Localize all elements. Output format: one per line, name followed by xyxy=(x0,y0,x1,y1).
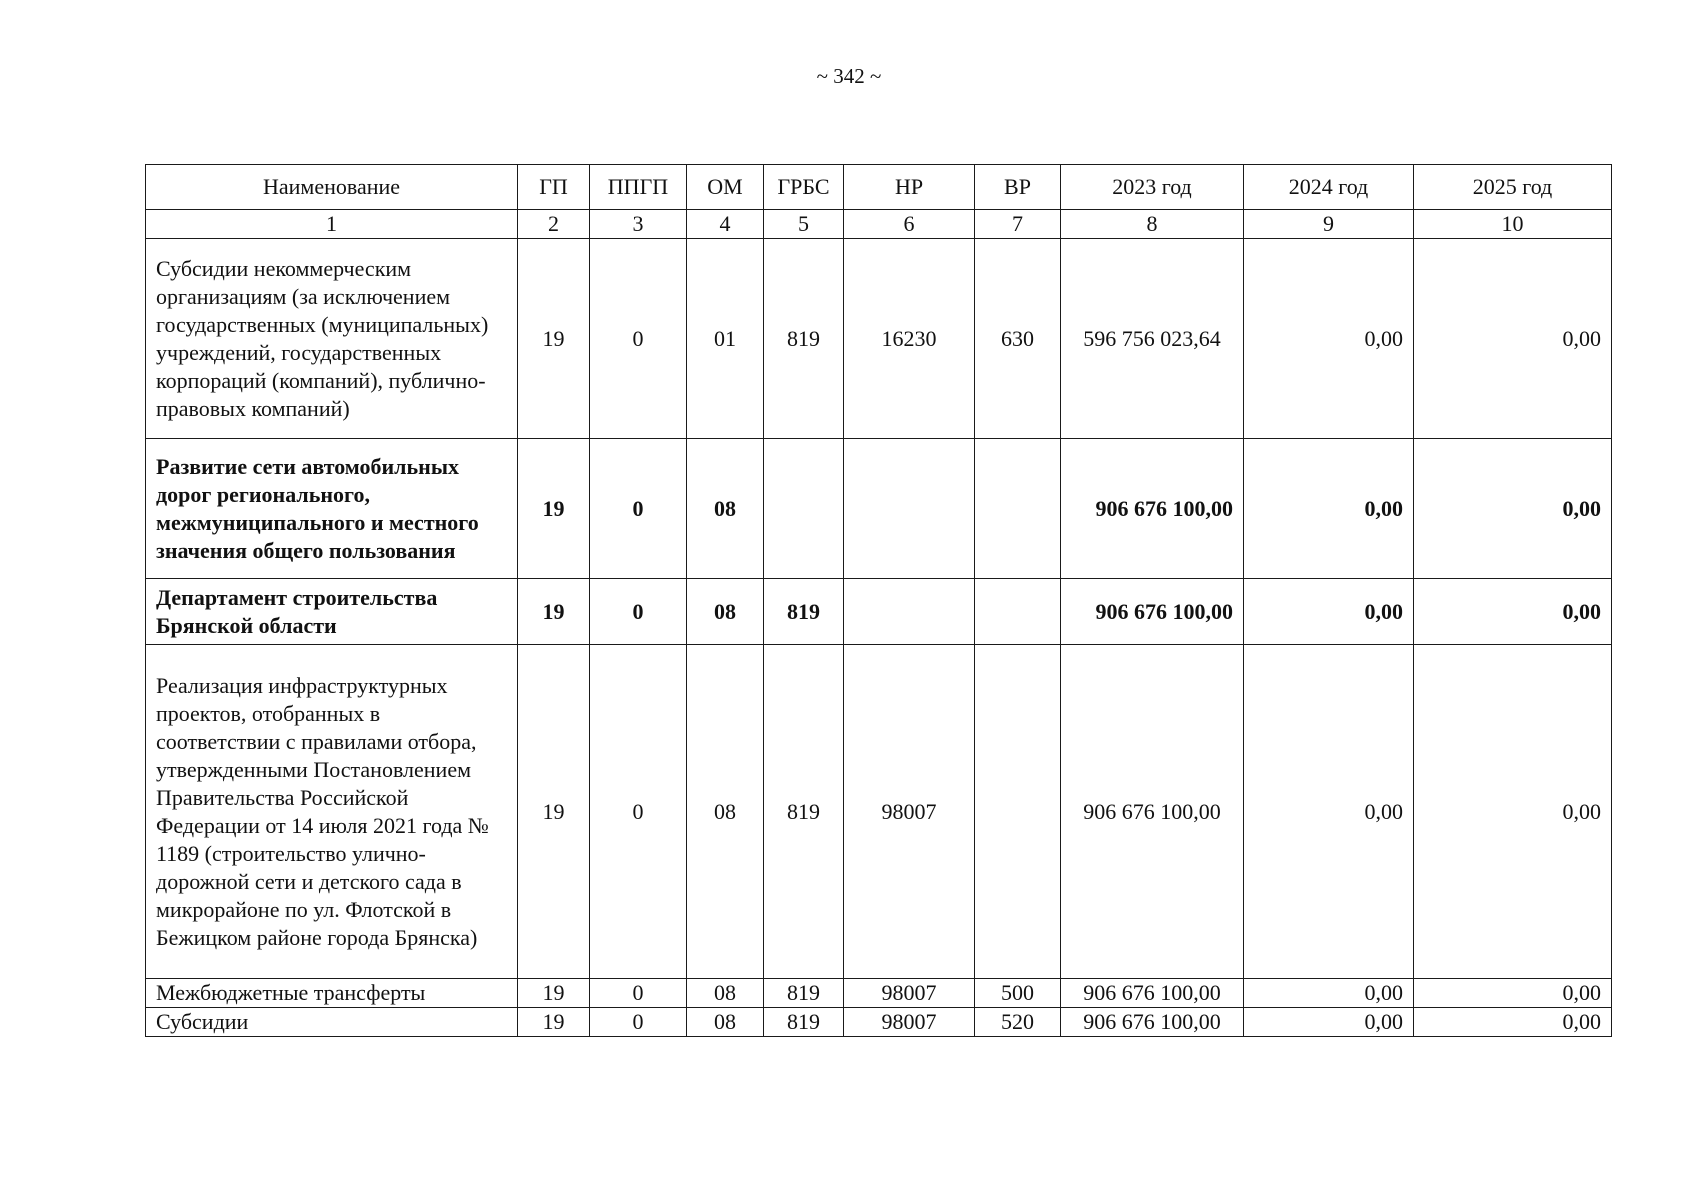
row-name: Субсидии некоммерческим организациям (за исключением государственных (муниципальных) учреждений, государственных корпораций (компаний), публично-правовых компаний) xyxy=(146,239,518,439)
cell-grbs: 819 xyxy=(764,645,844,979)
column-number-row xyxy=(146,210,1612,239)
cell-grbs: 819 xyxy=(764,239,844,439)
cell-2025: 0,00 xyxy=(1414,439,1612,579)
cell-ppgp: 0 xyxy=(590,979,687,1008)
table-row xyxy=(146,645,1612,979)
column-header-vr: ВР xyxy=(975,165,1061,210)
cell-om: 08 xyxy=(687,1008,764,1037)
column-number: 10 xyxy=(1414,210,1612,239)
cell-grbs: 819 xyxy=(764,979,844,1008)
cell-2024: 0,00 xyxy=(1244,979,1414,1008)
column-header-2025: 2025 год xyxy=(1414,165,1612,210)
cell-nr: 16230 xyxy=(844,239,975,439)
cell-nr xyxy=(844,439,975,579)
cell-2023: 906 676 100,00 xyxy=(1061,1008,1244,1037)
cell-vr xyxy=(975,579,1061,645)
cell-ppgp: 0 xyxy=(590,645,687,979)
column-header-om: ОМ xyxy=(687,165,764,210)
column-number: 5 xyxy=(764,210,844,239)
cell-2025: 0,00 xyxy=(1414,645,1612,979)
cell-gp: 19 xyxy=(518,439,590,579)
cell-gp: 19 xyxy=(518,1008,590,1037)
cell-gp: 19 xyxy=(518,645,590,979)
column-header-2024: 2024 год xyxy=(1244,165,1414,210)
column-number: 8 xyxy=(1061,210,1244,239)
cell-grbs: 819 xyxy=(764,1008,844,1037)
column-header-grbs: ГРБС xyxy=(764,165,844,210)
table-row xyxy=(146,579,1612,645)
table-row xyxy=(146,1008,1612,1037)
cell-ppgp: 0 xyxy=(590,239,687,439)
cell-vr: 500 xyxy=(975,979,1061,1008)
column-header-ppgp: ППГП xyxy=(590,165,687,210)
table-row xyxy=(146,979,1612,1008)
page-number: ~ 342 ~ xyxy=(816,64,882,88)
cell-vr xyxy=(975,439,1061,579)
cell-2024: 0,00 xyxy=(1244,439,1414,579)
cell-2025: 0,00 xyxy=(1414,979,1612,1008)
cell-gp: 19 xyxy=(518,239,590,439)
cell-2025: 0,00 xyxy=(1414,239,1612,439)
row-name: Субсидии xyxy=(146,1008,518,1037)
column-header-gp: ГП xyxy=(518,165,590,210)
column-number: 6 xyxy=(844,210,975,239)
row-name: Департамент строительства Брянской области xyxy=(146,579,518,645)
cell-nr: 98007 xyxy=(844,979,975,1008)
cell-ppgp: 0 xyxy=(590,1008,687,1037)
column-header-name: Наименование xyxy=(146,165,518,210)
header-row xyxy=(146,165,1612,210)
cell-2023: 906 676 100,00 xyxy=(1061,439,1244,579)
cell-2025: 0,00 xyxy=(1414,1008,1612,1037)
cell-2025: 0,00 xyxy=(1414,579,1612,645)
column-header-2023: 2023 год xyxy=(1061,165,1244,210)
cell-2023: 906 676 100,00 xyxy=(1061,645,1244,979)
cell-om: 08 xyxy=(687,579,764,645)
column-number: 9 xyxy=(1244,210,1414,239)
column-number: 4 xyxy=(687,210,764,239)
cell-2024: 0,00 xyxy=(1244,1008,1414,1037)
row-name: Реализация инфраструктурных проектов, отобранных в соответствии с правилами отбора, утвержденными Постановлением Правительства Российской Федерации от 14 июля 2021 года № 1189 (строительство улично-дорожной сети и детского сада в микрорайоне по ул. Флотской в Бежицком районе города Брянска) xyxy=(146,645,518,979)
cell-vr xyxy=(975,645,1061,979)
table-row xyxy=(146,239,1612,439)
cell-grbs xyxy=(764,439,844,579)
cell-2024: 0,00 xyxy=(1244,239,1414,439)
cell-ppgp: 0 xyxy=(590,579,687,645)
column-number: 7 xyxy=(975,210,1061,239)
cell-om: 08 xyxy=(687,979,764,1008)
cell-nr: 98007 xyxy=(844,1008,975,1037)
cell-grbs: 819 xyxy=(764,579,844,645)
cell-2023: 596 756 023,64 xyxy=(1061,239,1244,439)
row-name: Межбюджетные трансферты xyxy=(146,979,518,1008)
cell-vr: 630 xyxy=(975,239,1061,439)
cell-2023: 906 676 100,00 xyxy=(1061,579,1244,645)
column-header-nr: НР xyxy=(844,165,975,210)
cell-om: 08 xyxy=(687,645,764,979)
budget-table xyxy=(145,164,1612,1037)
cell-vr: 520 xyxy=(975,1008,1061,1037)
cell-2023: 906 676 100,00 xyxy=(1061,979,1244,1008)
table-row xyxy=(146,439,1612,579)
cell-om: 01 xyxy=(687,239,764,439)
row-name: Развитие сети автомобильных дорог регионального, межмуниципального и местного значения общего пользования xyxy=(146,439,518,579)
column-number: 1 xyxy=(146,210,518,239)
cell-gp: 19 xyxy=(518,579,590,645)
cell-om: 08 xyxy=(687,439,764,579)
cell-2024: 0,00 xyxy=(1244,645,1414,979)
cell-ppgp: 0 xyxy=(590,439,687,579)
cell-nr: 98007 xyxy=(844,645,975,979)
column-number: 3 xyxy=(590,210,687,239)
cell-gp: 19 xyxy=(518,979,590,1008)
cell-nr xyxy=(844,579,975,645)
cell-2024: 0,00 xyxy=(1244,579,1414,645)
column-number: 2 xyxy=(518,210,590,239)
